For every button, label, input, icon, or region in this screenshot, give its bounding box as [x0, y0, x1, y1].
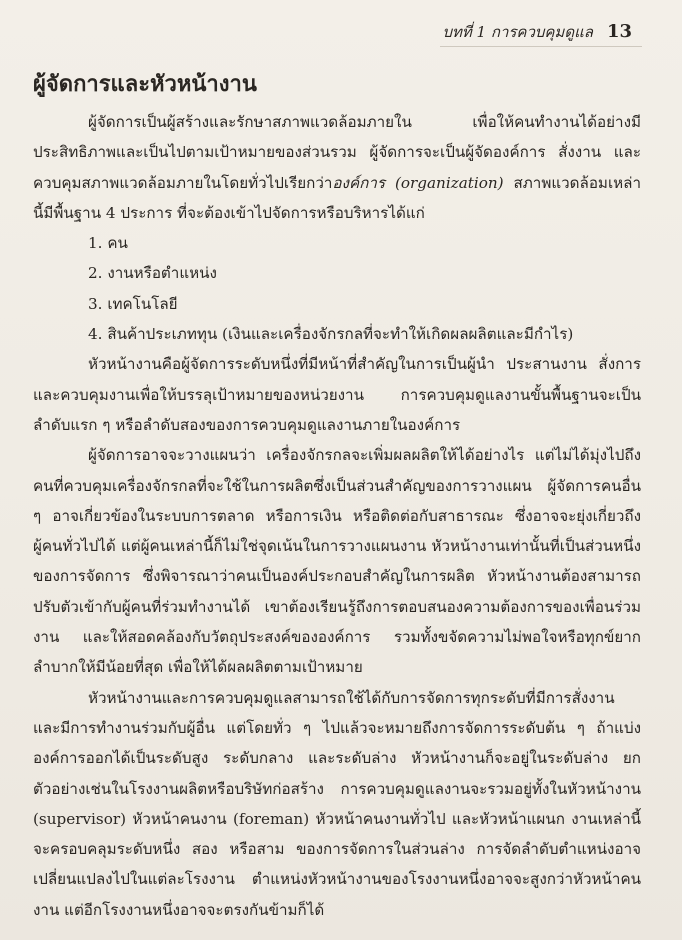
body-text [33, 107, 641, 925]
header-rule [440, 46, 642, 47]
paragraph-1-text: ผู้จัดการเป็นผู้สร้างและรักษาสภาพแวดล้อมภายใน เพื่อให้คนทำงานได้อย่างมีประสิทธิภาพและเป็นไปตามเป้าหมายของส่วนรวม ผู้จัดการจะเป็นผู้จัดองค์การ สั่งงาน และควบคุมสภาพแวดล้อมภายในโดยทั่วไปเรียกว่า [33, 113, 641, 192]
list-item: 1. คน [88, 234, 128, 253]
chapter-title: บทที่ 1 การควบคุมดูแล [442, 23, 593, 41]
paragraph-2: หัวหน้างานคือผู้จัดการระดับหนึ่งที่มีหน้าที่สำคัญในการเป็นผู้นำ ประสานงาน สั่งการและควบคุมงานเพื่อให้บรรลุเป้าหมายของหน่วยงาน การควบคุมดูแลงานขั้นพื้นฐานจะเป็นลำดับแรก ๆ หรือลำดับสองของการควบคุมดูแลงานภายในองค์การ [33, 355, 641, 434]
fundamentals-list [33, 228, 641, 349]
list-item: 3. เทคโนโลยี [88, 294, 178, 313]
list-item: 2. งานหรือตำแหน่ง [88, 264, 217, 283]
paragraph-1 [33, 107, 641, 228]
section-title: ผู้จัดการและหัวหน้างาน [33, 72, 257, 97]
running-header [40, 20, 632, 44]
list-item: 4. สินค้าประเภททุน (เงินและเครื่องจักรกลที่จะทำให้เกิดผลผลิตและมีกำไร) [88, 325, 574, 344]
paragraph-1-text-after: สภาพแวดล้อมเหล่านี้มีพื้นฐาน 4 ประการ ที่จะต้องเข้าไปจัดการหรือบริหารได้แก่ [33, 173, 641, 222]
page-number: 13 [606, 21, 632, 42]
paragraph-3: ผู้จัดการอาจจะวางแผนว่า เครื่องจักรกลจะเพิ่มผลผลิตให้ได้อย่างไร แต่ไม่ได้มุ่งไปถึงคนที่ควบคุมเครื่องจักรกลที่จะใช้ในการผลิตซึ่งเป็นส่วนสำคัญของการวางแผน ผู้จัดการคนอื่น ๆ อาจเกี่ยวข้องในระบบการตลาด หรือการเงิน หรือติดต่อกับสาธารณะ ซึ่งอาจจะยุ่งเกี่ยวถึงผู้คนทั่วไปได้ แต่ผู้คนเหล่านี้ก็ไม่ใช่จุดเน้นในการวางแผนงาน หัวหน้างานเท่านั้นที่เป็นส่วนหนึ่งของการจัดการ ซึ่งพิจารณาว่าคนเป็นองค์ประกอบสำคัญในการผลิต หัวหน้างานต้องสามารถปรับตัวเข้ากับผู้คนที่ร่วมทำงานได้ เขาต้องเรียนรู้ถึงการตอบสนองความต้องการของเพื่อนร่วมงาน และให้สอดคล้องกับวัตถุประสงค์ขององค์การ รวมทั้งขจัดความไม่พอใจหรือทุกข์ยากลำบากให้มีน้อยที่สุด เพื่อให้ได้ผลผลิตตามเป้าหมาย [33, 446, 641, 677]
organization-term: องค์การ (organization) [332, 173, 504, 192]
paragraph-4: หัวหน้างานและการควบคุมดูแลสามารถใช้ได้กับการจัดการทุกระดับที่มีการสั่งงานและมีการทำงานร่วมกับผู้อื่น แต่โดยทั่ว ๆ ไปแล้วจะหมายถึงการจัดการระดับต้น ๆ ถ้าแบ่งองค์การออกได้เป็นระดับสูง ระดับกลาง และระดับล่าง หัวหน้างานก็จะอยู่ในระดับล่าง ยกตัวอย่างเช่นในโรงงานผลิตหรือบริษัทก่อสร้าง การควบคุมดูแลงานจะรวมอยู่ทั้งในหัวหน้างาน (supervisor) หัวหน้าคนงาน (foreman) หัวหน้าคนงานทั่วไป และหัวหน้าแผนก งานเหล่านี้จะครอบคลุมระดับหนึ่ง สอง หรือสาม ของการจัดการในส่วนล่าง การจัดลำดับตำแหน่งอาจเปลี่ยนแปลงไปในแต่ละโรงงาน ตำแหน่งหัวหน้างานของโรงงานหนึ่งอาจจะสูงกว่าหัวหน้าคนงาน แต่อีกโรงงานหนึ่งอาจจะตรงกันข้ามก็ได้ [33, 688, 641, 919]
